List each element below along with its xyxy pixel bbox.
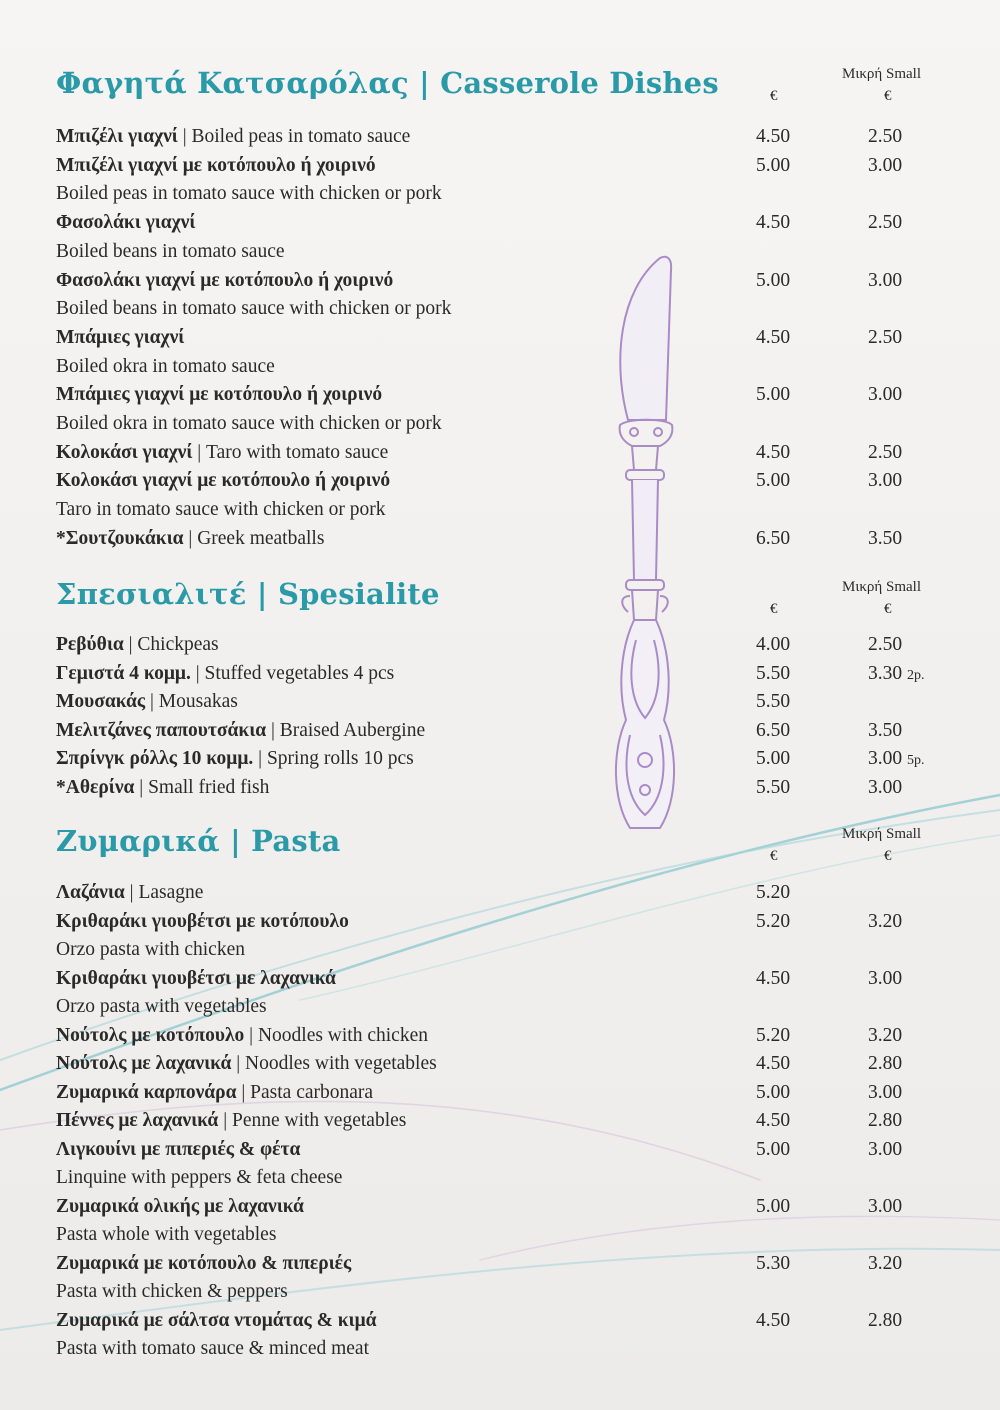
portion-note: 2p. — [907, 667, 925, 683]
item-name-english: Boiled peas in tomato sauce with chicken or pork — [56, 183, 442, 205]
name-separator: | — [231, 1053, 245, 1074]
menu-item — [56, 720, 425, 742]
item-small-price: 2.80 — [868, 1309, 903, 1331]
item-name-greek: Μπιζέλι γιαχνί — [56, 126, 178, 147]
item-price: 6.50 — [756, 719, 791, 741]
menu-item — [56, 634, 219, 656]
item-name-english: Pasta with tomato sauce & minced meat — [56, 1338, 369, 1359]
item-name-greek: Λαζάνια — [56, 882, 125, 903]
item-name-english: Noodles with chicken — [257, 1024, 428, 1046]
item-name-greek: *Σουτζουκάκια — [56, 527, 184, 549]
item-name-english: Orzo pasta with vegetables — [56, 996, 267, 1017]
menu-item-description — [56, 1167, 342, 1189]
item-small-price: 3.50 — [868, 527, 903, 549]
price-currency-header: € — [770, 848, 778, 864]
item-name-greek: Φασολάκι γιαχνί — [56, 212, 196, 234]
portion-note: 5p. — [907, 753, 925, 768]
item-small-price: 3.00 — [868, 384, 903, 406]
item-name-english: Boiled beans in tomato sauce — [56, 240, 285, 262]
small-portion-column-header: Μικρή Small — [842, 579, 922, 595]
item-name-english: Small fried fish — [148, 776, 270, 798]
item-small-price: 3.00 — [868, 470, 903, 492]
menu-item — [56, 212, 195, 234]
small-portion-column-header: Μικρή Small — [842, 826, 922, 842]
menu-item-description — [56, 356, 275, 378]
name-separator: | — [124, 882, 139, 903]
section-title: Φαγητά Κατσαρόλας | Casserole Dishes — [56, 66, 719, 100]
item-price: 4.00 — [756, 634, 791, 655]
menu-item-description — [56, 499, 386, 521]
menu-item — [56, 968, 336, 990]
item-name-greek: Φασολάκι γιαχνί με κοτόπουλο ή χοιρινό — [56, 269, 394, 291]
item-name-english: Stuffed vegetables 4 pcs — [204, 662, 395, 684]
item-name-greek: Ρεβύθια — [56, 634, 124, 655]
item-price: 4.50 — [756, 326, 791, 348]
item-price: 5.00 — [756, 154, 791, 176]
item-name-greek: *Αθερίνα — [56, 776, 135, 798]
item-name-english: Boiled peas in tomato sauce — [191, 126, 411, 147]
item-name-english: Pasta with chicken & peppers — [56, 1281, 288, 1302]
item-name-greek: Πέννες με λαχανικά — [56, 1110, 219, 1131]
item-small-price: 2.50 — [868, 212, 903, 234]
item-price: 6.50 — [756, 527, 791, 549]
item-name-greek: Κριθαράκι γιουβέτσι με κοτόπουλο — [56, 910, 349, 932]
item-price: 5.20 — [756, 882, 791, 903]
menu-item — [56, 155, 376, 177]
item-price: 4.50 — [756, 1053, 791, 1074]
menu-item — [56, 126, 410, 148]
item-name-english: Orzo pasta with chicken — [56, 939, 245, 960]
item-small-price: 2.50 — [868, 326, 903, 348]
name-separator: | — [134, 776, 149, 798]
item-name-greek: Νούτολς με κοτόπουλο — [56, 1024, 245, 1046]
item-price: 5.50 — [756, 776, 791, 798]
menu-item — [56, 1053, 437, 1075]
name-separator: | — [253, 748, 267, 769]
name-separator: | — [266, 719, 280, 741]
menu-item — [56, 1253, 351, 1275]
menu-item-description — [56, 241, 285, 263]
menu-item — [56, 470, 390, 492]
item-name-english: Linquine with peppers & feta cheese — [56, 1167, 343, 1188]
menu-item — [56, 1025, 428, 1047]
item-name-greek: Κριθαράκι γιουβέτσι με λαχανικά — [56, 967, 336, 989]
item-name-greek: Μπιζέλι γιαχνί με κοτόπουλο ή χοιρινό — [56, 154, 376, 176]
item-price: 4.50 — [756, 441, 791, 463]
name-separator: | — [177, 126, 192, 147]
menu-item — [56, 663, 394, 685]
item-price: 5.50 — [756, 691, 791, 712]
butter-knife-icon — [616, 257, 674, 828]
item-price: 4.50 — [756, 212, 791, 234]
menu-item — [56, 1082, 373, 1104]
item-small-price: 2.50 — [868, 441, 903, 463]
item-small-price: 3.00 — [868, 269, 903, 291]
item-name-english: Pasta whole with vegetables — [56, 1224, 277, 1245]
price-currency-header: € — [770, 601, 778, 617]
menu-item — [56, 1310, 377, 1332]
name-separator: | — [190, 662, 205, 684]
item-name-english: Boiled beans in tomato sauce with chicken or pork — [56, 298, 452, 320]
menu-item-description — [56, 1338, 369, 1360]
menu-item-description — [56, 996, 267, 1018]
item-name-greek: Ζυμαρικά καρπονάρα — [56, 1081, 237, 1103]
item-price: 5.00 — [756, 269, 791, 291]
small-currency-header: € — [884, 88, 892, 104]
item-small-price: 3.00 — [868, 967, 903, 989]
item-small-price: 3.00 — [868, 1195, 903, 1217]
menu-item-description — [56, 1281, 288, 1303]
small-portion-column-header: Μικρή Small — [842, 66, 922, 82]
item-price: 5.20 — [756, 1024, 791, 1046]
menu-item — [56, 1196, 304, 1218]
menu-item-description — [56, 1224, 276, 1246]
item-small-price: 3.00 — [868, 1081, 903, 1103]
name-separator: | — [236, 1081, 251, 1103]
menu-item — [56, 911, 349, 933]
small-currency-header: € — [884, 848, 892, 864]
item-small-price: 3.20 — [868, 910, 903, 932]
item-price: 4.50 — [756, 1309, 791, 1331]
item-price: 5.00 — [756, 384, 791, 406]
item-name-greek: Ζυμαρικά με σάλτσα ντομάτας & κιμά — [56, 1309, 377, 1331]
menu-item-description — [56, 183, 442, 205]
item-price: 5.50 — [756, 662, 791, 684]
item-name-greek: Κολοκάσι γιαχνί με κοτόπουλο ή χοιρινό — [56, 470, 391, 492]
name-separator: | — [218, 1110, 232, 1131]
item-name-greek: Μπάμιες γιαχνί με κοτόπουλο ή χοιρινό — [56, 384, 383, 406]
menu-item — [56, 528, 324, 550]
item-name-greek: Μπάμιες γιαχνί — [56, 326, 185, 348]
menu-item — [56, 882, 203, 904]
item-small-price: 3.20 — [868, 1024, 903, 1046]
menu-item — [56, 1139, 300, 1161]
item-small-price: 3.20 — [868, 1252, 903, 1274]
item-price: 5.00 — [756, 1138, 791, 1160]
item-price: 5.00 — [756, 748, 791, 769]
item-name-english: Penne with vegetables — [231, 1110, 407, 1131]
price-currency-header: € — [770, 88, 778, 104]
item-name-english: Greek meatballs — [197, 527, 325, 549]
name-separator: | — [123, 634, 138, 655]
menu-item — [56, 442, 388, 464]
item-small-price: 3.30 2p. — [868, 662, 925, 684]
item-price: 5.30 — [756, 1252, 791, 1274]
item-name-english: Noodles with vegetables — [245, 1053, 437, 1074]
item-small-price: 3.00 — [868, 776, 903, 798]
item-small-price: 3.00 — [868, 154, 903, 176]
name-separator: | — [183, 527, 198, 549]
item-price: 5.00 — [756, 470, 791, 492]
item-name-english: Braised Aubergine — [279, 719, 426, 741]
item-small-price: 2.50 — [868, 126, 903, 147]
menu-item — [56, 270, 393, 292]
menu-item — [56, 384, 382, 406]
item-name-english: Taro with tomato sauce — [206, 441, 389, 463]
item-name-greek: Νούτολς με λαχανικά — [56, 1053, 232, 1074]
item-price: 5.00 — [756, 1195, 791, 1217]
item-name-english: Boiled okra in tomato sauce with chicken or pork — [56, 413, 442, 434]
item-name-greek: Μουσακάς — [56, 691, 146, 712]
menu-item-description — [56, 939, 245, 961]
menu-item — [56, 691, 238, 713]
item-name-english: Chickpeas — [137, 634, 219, 655]
item-name-greek: Ζυμαρικά με κοτόπουλο & πιπεριές — [56, 1252, 352, 1274]
item-name-greek: Λιγκουίνι με πιπεριές & φέτα — [56, 1138, 301, 1160]
item-name-greek: Γεμιστά 4 κομμ. — [56, 662, 191, 684]
item-small-price: 3.50 — [868, 719, 903, 741]
name-separator: | — [145, 691, 159, 712]
item-name-english: Boiled okra in tomato sauce — [56, 355, 275, 377]
item-price: 4.50 — [756, 967, 791, 989]
item-name-english: Lasagne — [138, 882, 204, 903]
item-small-price: 2.80 — [868, 1110, 903, 1131]
menu-item — [56, 327, 184, 349]
item-name-english: Pasta carbonara — [250, 1081, 374, 1103]
small-currency-header: € — [884, 601, 892, 617]
item-name-greek: Μελιτζάνες παπουτσάκια — [56, 719, 267, 741]
section-title: Σπεσιαλιτέ | Spesialite — [56, 577, 440, 611]
name-separator: | — [192, 441, 207, 463]
item-name-greek: Κολοκάσι γιαχνί — [56, 441, 193, 463]
item-small-price: 2.50 — [868, 634, 903, 655]
item-name-greek: Σπρίνγκ ρόλλς 10 κομμ. — [56, 748, 254, 769]
menu-item — [56, 777, 269, 799]
section-title: Ζυμαρικά | Pasta — [56, 824, 341, 858]
menu-item-description — [56, 298, 451, 320]
name-separator: | — [244, 1024, 258, 1046]
menu-item — [56, 748, 414, 770]
item-price: 4.50 — [756, 1110, 791, 1131]
item-name-english: Spring rolls 10 pcs — [266, 748, 414, 769]
item-price: 5.20 — [756, 910, 791, 932]
item-name-greek: Ζυμαρικά ολικής με λαχανικά — [56, 1195, 304, 1217]
item-small-price: 3.00 — [868, 1138, 903, 1160]
menu-item — [56, 1110, 406, 1132]
menu-item-description — [56, 413, 442, 435]
item-name-english: Mousakas — [158, 691, 238, 712]
item-small-price: 2.80 — [868, 1053, 903, 1074]
item-price: 5.00 — [756, 1081, 791, 1103]
item-name-english: Taro in tomato sauce with chicken or pork — [56, 499, 386, 521]
item-small-price: 3.00 5p. — [868, 748, 925, 769]
item-price: 4.50 — [756, 126, 791, 147]
